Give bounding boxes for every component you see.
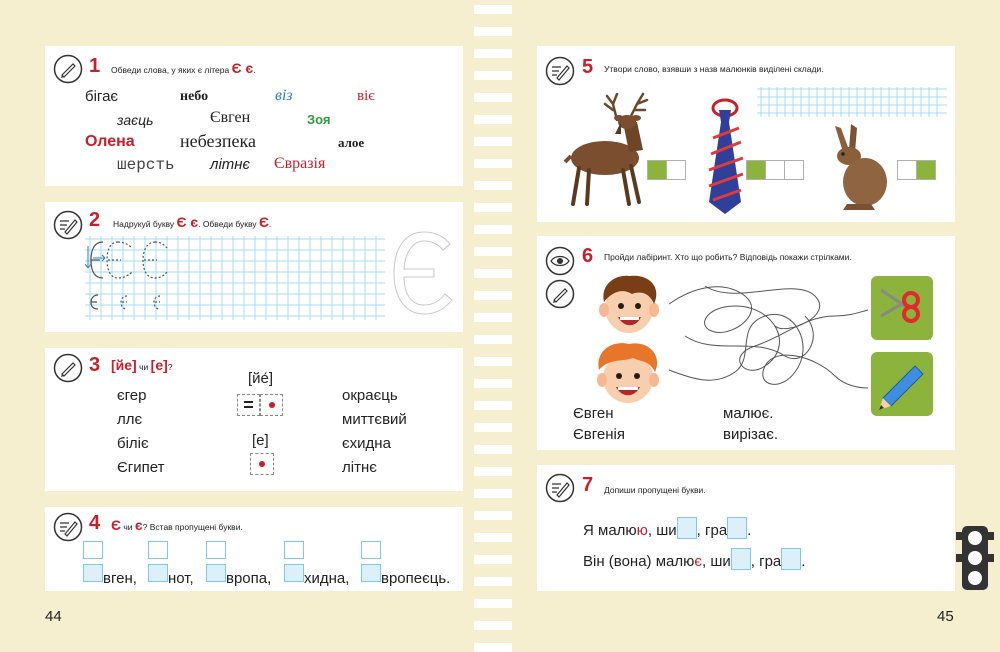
word: окраєць [342, 387, 398, 404]
word: миттєвий [342, 411, 407, 428]
eye-circle-icon [545, 246, 575, 276]
name-label: Євгенія [573, 426, 625, 443]
scissors-icon [871, 276, 933, 340]
answer-box[interactable] [284, 564, 304, 582]
word: єгер [117, 387, 147, 404]
task6-card [537, 236, 955, 450]
scheme-label: [е] [252, 432, 269, 449]
sentence-1: Я малюю, ши , гра . [583, 517, 751, 539]
pencil-circle-icon [545, 56, 575, 86]
task-number: 6 [582, 245, 594, 267]
task4-card [45, 507, 463, 591]
answer-box[interactable] [148, 564, 168, 582]
word: Євразія [274, 155, 326, 172]
word: віз [275, 87, 293, 104]
answer-box[interactable] [677, 517, 697, 539]
task-instruction: [йе] чи [е]? [111, 357, 173, 373]
fill-item: вропа, [206, 541, 271, 587]
pencil-icon [871, 352, 933, 416]
task-instruction: Обведи слова, у яких є літера Є є. [111, 60, 256, 76]
word: літнє [210, 156, 250, 173]
task1-card [45, 46, 463, 186]
scheme-b [250, 453, 274, 475]
answer-box[interactable] [206, 564, 226, 582]
task5-card [537, 46, 955, 222]
syllable-box [746, 160, 804, 180]
answer-box[interactable] [781, 548, 801, 570]
answer-box[interactable] [731, 548, 751, 570]
sentence-2: Він (вона) малює, ши , гра . [583, 548, 805, 570]
page-number-left: 44 [45, 608, 62, 625]
task2-card [45, 202, 463, 332]
writing-grid [85, 236, 385, 322]
task-instruction: Пройди лабіринт. Хто що робить? Відповідь покажи стрілками. [604, 252, 852, 262]
task-instruction: Надрукуй букву Є є. Обведи букву Є. [113, 214, 272, 230]
word: Зоя [307, 112, 331, 127]
answer-box[interactable] [361, 541, 381, 559]
syllable-box [897, 160, 936, 180]
word: небезпека [180, 131, 256, 151]
task-number: 5 [582, 56, 594, 78]
answer-box[interactable] [727, 517, 747, 539]
girl-face [589, 340, 667, 406]
deer-illustration [557, 92, 663, 210]
pencil-circle-icon [545, 279, 575, 309]
answer-box[interactable] [206, 541, 226, 559]
word: Єгипет [117, 459, 165, 476]
pencil-tile [871, 352, 933, 416]
word: шерсть [117, 156, 175, 174]
traffic-light-icon [956, 526, 994, 590]
pencil-circle-icon [53, 512, 83, 542]
page-number-right: 45 [937, 608, 954, 625]
pencil-circle-icon [53, 54, 83, 84]
hare-illustration [829, 124, 889, 212]
action-label: вирізає. [723, 426, 779, 443]
boy-face [592, 272, 667, 336]
fill-item: вропеєць. [361, 541, 450, 587]
big-letter-outline [390, 230, 458, 316]
syllable-box [647, 160, 686, 180]
action-label: малює. [723, 405, 774, 422]
scissors-tile [871, 276, 933, 340]
word: Олена [85, 133, 135, 150]
answer-box[interactable] [148, 541, 168, 559]
answer-box[interactable] [284, 541, 304, 559]
word: літнє [342, 459, 377, 476]
answer-box[interactable] [83, 541, 103, 559]
pencil-circle-icon [545, 473, 575, 503]
word: єхидна [342, 435, 391, 452]
task3-card [45, 348, 463, 491]
fill-item: вген, [83, 541, 137, 587]
task-number: 7 [582, 474, 594, 496]
letters: Є є [231, 60, 254, 76]
word: біліє [117, 435, 149, 452]
task-instruction: Є чи є? Встав пропущені букви. [111, 517, 243, 533]
task-number: 2 [89, 209, 101, 231]
answer-box[interactable] [361, 564, 381, 582]
word: віє [357, 88, 375, 104]
word: ллє [117, 411, 143, 428]
maze-lines [665, 276, 870, 406]
word: небо [180, 89, 209, 104]
word: бігає [85, 88, 119, 105]
word: Євген [210, 109, 251, 126]
pencil-circle-icon [53, 210, 83, 240]
scheme-label: [йе́] [248, 370, 274, 387]
answer-box[interactable] [83, 564, 103, 582]
task-instruction: Допиши пропущені букви. [604, 485, 706, 495]
task-number: 3 [89, 354, 101, 376]
word: алое [338, 135, 365, 150]
task-number: 1 [89, 55, 101, 77]
answer-grid [757, 87, 947, 117]
fill-item: нот, [148, 541, 194, 587]
word: заєць [117, 112, 154, 128]
pencil-circle-icon [53, 353, 83, 383]
task-instruction: Утвори слово, взявши з назв малюнків виділені склади. [604, 64, 824, 74]
scheme-a: = [237, 394, 283, 416]
task-number: 4 [89, 512, 101, 534]
fill-item: хидна, [284, 541, 349, 587]
tie-illustration [705, 98, 745, 216]
task7-card [537, 465, 955, 591]
name-label: Євген [573, 405, 614, 422]
